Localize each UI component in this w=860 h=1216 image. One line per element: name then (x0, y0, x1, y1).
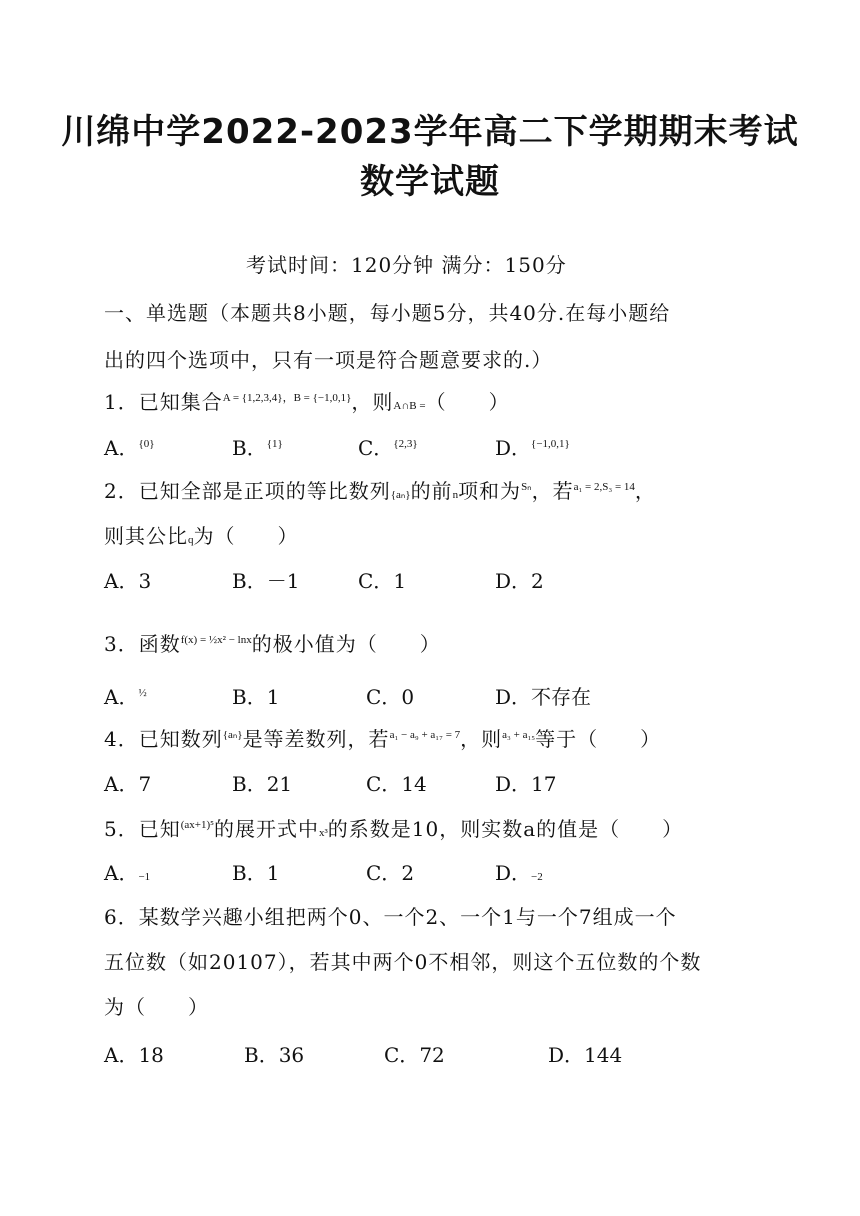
math-formula: {aₙ} (222, 729, 243, 741)
option-c: C．1 (358, 569, 407, 593)
option-a: A．$^{\frac{1}{2}}$ (104, 685, 147, 709)
option-c: C．$^{\{2,3\}}$ (358, 436, 418, 460)
option-a: A．3 (104, 569, 152, 593)
question-1: 1．已知集合$^{A = \{1,2,3,4\},B = \{-1,0,1\}}$，则A∩B =（ ） (104, 390, 510, 414)
option-c: C．14 (366, 772, 427, 796)
section-heading-line1: 一、单选题（本题共8小题，每小题5分，共40分.在每小题给 (104, 301, 671, 325)
option-b: B．－1 (232, 569, 300, 593)
question-4: 4．已知数列$^{\{a_n\}}$是等差数列，若$^{a_1 - a_9 + a_{17} = 7}$，则$^{a_3 + a_{15}}$等于（ ） (104, 727, 662, 751)
question-6-line1: 6．某数学兴趣小组把两个0、一个2、一个1与一个7组成一个 (104, 905, 677, 929)
section-heading-line2: 出的四个选项中，只有一项是符合题意要求的.） (104, 348, 553, 372)
option-a: A．18 (104, 1043, 164, 1067)
question-3: 3．函数$^{f(x) = \frac{1}{2}x^2 - lnx}$的极小值为（ ） (104, 632, 441, 656)
math-formula: f(x) = ½x² − lnx (180, 634, 252, 646)
option-c: C．0 (366, 685, 415, 709)
option-b: B．36 (244, 1043, 305, 1067)
question-6-line2: 五位数（如20107），若其中两个0不相邻，则这个五位数的个数 (104, 950, 702, 974)
option-b: B．1 (232, 685, 280, 709)
exam-title: 川绵中学2022-2023学年高二下学期期末考试 (61, 112, 799, 152)
option-d: D．−2 (495, 861, 543, 885)
math-formula: a₁ − a₉ + a₁₇ = 7 (389, 729, 461, 741)
question-2: 2．已知全部是正项的等比数列{aₙ}的前n项和为$^{S_n}$，若$^{a_1 = 2,S_3 = 14}$， (104, 479, 656, 503)
math-formula: A = {1,2,3,4}，B = {−1,0,1} (222, 392, 352, 404)
option-d: D．17 (495, 772, 557, 796)
option-b: B．21 (232, 772, 293, 796)
option-c: C．2 (366, 861, 415, 885)
option-b: B．$^{\{1\}}$ (232, 436, 283, 460)
option-d: D．144 (548, 1043, 623, 1067)
option-d: D．$^{\{-1,0,1\}}$ (495, 436, 570, 460)
math-formula: q (188, 534, 194, 546)
math-formula: Sₙ (521, 481, 532, 493)
math-formula: {aₙ} (390, 489, 411, 501)
option-b: B．1 (232, 861, 280, 885)
option-a: A．7 (104, 772, 152, 796)
exam-info: 考试时间：120分钟 满分：150分 (246, 253, 567, 277)
option-d: D．不存在 (495, 685, 592, 709)
math-formula: (ax+1)⁵ (180, 819, 214, 831)
math-formula: a₃ + a₁₅ (502, 729, 536, 741)
option-d: D．2 (495, 569, 544, 593)
math-formula: a₁ = 2,S₃ = 14 (573, 481, 635, 493)
exam-subtitle: 数学试题 (360, 162, 500, 202)
option-a: A．$^{\{0\}}$ (104, 436, 155, 460)
math-formula: n (452, 489, 459, 501)
question-2-line2: 则其公比q为（ ） (104, 524, 299, 548)
math-formula: A∩B = (393, 400, 426, 412)
question-6-line3: 为（ ） (104, 995, 209, 1019)
option-c: C．72 (384, 1043, 445, 1067)
math-formula: x³ (318, 827, 328, 839)
option-a: A．−1 (104, 861, 151, 885)
question-5: 5．已知$^{(ax+1)^5}$的展开式中x³的系数是10，则实数a的值是（ ） (104, 817, 684, 841)
